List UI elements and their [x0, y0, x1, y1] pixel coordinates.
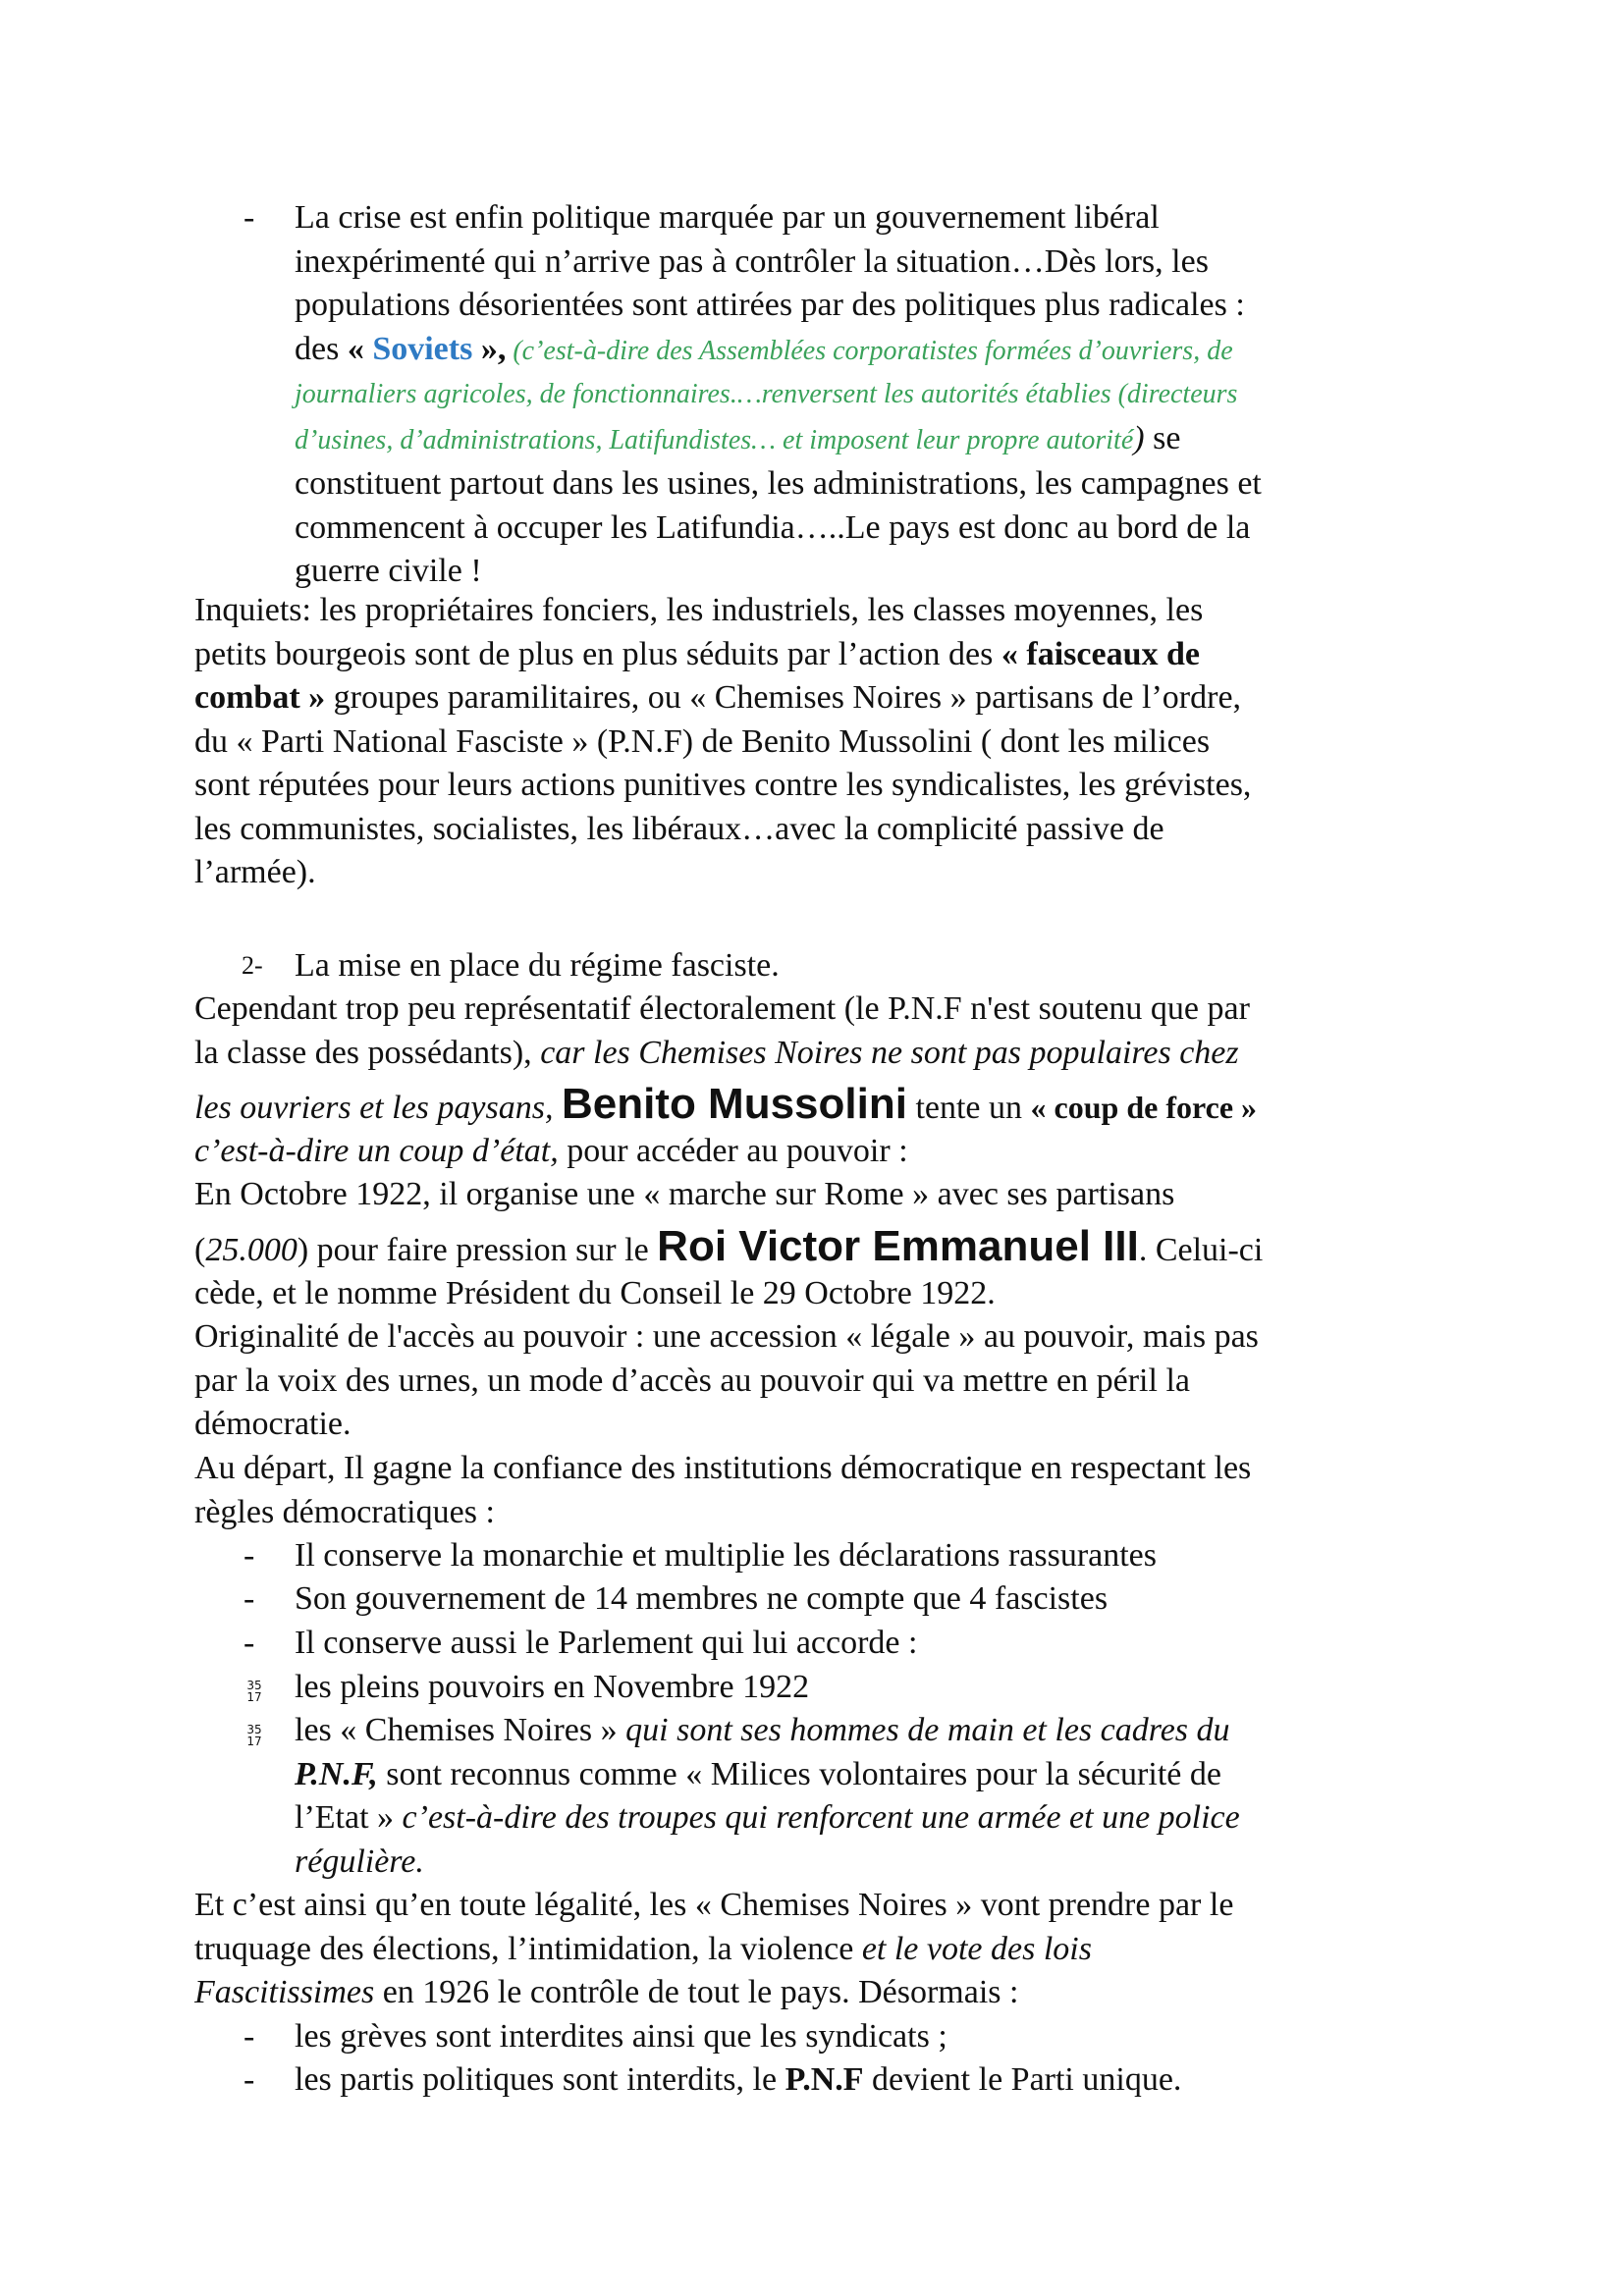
text-run: l’Etat »	[295, 1799, 403, 1836]
paragraph-cependant	[194, 988, 1461, 1174]
king-name: Roi Victor Emmanuel III	[657, 1221, 1139, 1270]
sublist-marker-glyph	[245, 1680, 263, 1703]
pnf-term: P.N.F	[784, 2061, 864, 2098]
faisceaux-term: combat »	[194, 679, 326, 716]
sublist-item	[295, 1709, 1463, 1884]
text-line: inexpérimenté qui n’arrive pas à contrôler la situation…Dès lors, les	[295, 242, 1209, 280]
text-line: l’armée).	[194, 854, 316, 890]
text-line	[295, 417, 1463, 463]
text-line: règles démocratiques :	[194, 1493, 495, 1530]
italic-run: Fascitissimes	[194, 1974, 375, 2010]
text-run: en 1926 le contrôle de tout le pays. Désormais :	[374, 1974, 1019, 2010]
list-item: Son gouvernement de 14 membres ne compte que 4 fascistes	[295, 1580, 1109, 1617]
text-run: petits bourgeois sont de plus en plus séduits par l’action des	[194, 635, 1001, 672]
text-line: commencent à occuper les Latifundia…..Le pays est donc au bord de la	[295, 508, 1251, 546]
text-line	[194, 1217, 1461, 1272]
text-run: se	[1144, 419, 1181, 456]
text-line	[194, 676, 1461, 721]
faisceaux-term: « faisceaux de	[1001, 635, 1200, 672]
text-line: sont réputées pour leurs actions punitives contre les syndicalistes, les grévistes,	[194, 767, 1252, 803]
text-line: régulière.	[295, 1842, 424, 1880]
italic-run: 25.000	[205, 1231, 298, 1268]
text-run: pour accéder au pouvoir :	[558, 1133, 908, 1169]
italic-run: car les Chemises Noires ne sont pas populaires chez	[540, 1034, 1239, 1071]
text-line	[295, 1709, 1463, 1753]
list-item: Il conserve la monarchie et multiplie les déclarations rassurantes	[295, 1537, 1158, 1574]
text-line	[295, 328, 1463, 374]
list-item: les grèves sont interdites ainsi que les syndicats ;	[295, 2018, 947, 2055]
text-run: les partis politiques sont interdits, le	[295, 2061, 785, 2098]
paragraph-octobre	[194, 1173, 1461, 1315]
text-run: truquage des élections, l’intimidation, la violence	[194, 1930, 862, 1967]
glyph-bottom: 17	[246, 1735, 262, 1748]
paren-close: )	[1133, 419, 1145, 456]
text-line	[295, 1753, 1463, 1797]
text-line: La crise est enfin politique marquée par un gouvernement libéral	[295, 199, 1160, 236]
text-line	[194, 1971, 1461, 2015]
text-line: les communistes, socialistes, les libéraux…avec la complicité passive de	[194, 810, 1164, 847]
text-run: . Celui-ci	[1138, 1231, 1264, 1268]
italic-run: c’est-à-dire un coup d’état,	[194, 1133, 559, 1169]
glyph-bottom: 17	[246, 1690, 262, 1704]
text-line: Originalité de l'accès au pouvoir : une accession « légale » au pouvoir, mais pas	[194, 1318, 1259, 1355]
coup-de-force-term: « coup de force »	[1030, 1090, 1258, 1125]
glyph-top: 35	[246, 1679, 262, 1692]
glyph-top: 35	[246, 1723, 262, 1736]
bullet-crise-politique	[295, 196, 1463, 594]
text-line	[194, 1075, 1461, 1130]
text-run: tente un	[906, 1090, 1031, 1126]
text-run: (	[194, 1231, 206, 1268]
text-line: cède, et le nomme Président du Conseil le 29 Octobre 1922.	[194, 1274, 996, 1311]
text-line	[194, 1032, 1461, 1076]
paragraph-inquiets	[194, 589, 1461, 895]
bullet-marker: -	[243, 199, 255, 236]
text-line	[194, 633, 1461, 677]
soviets-gloss: d’usines, d’administrations, Latifundistes… et imposent leur propre autorité	[295, 424, 1134, 455]
text-line: guerre civile !	[295, 553, 482, 589]
section-number: 2-	[242, 951, 263, 980]
text-line: Inquiets: les propriétaires fonciers, les industriels, les classes moyennes, les	[194, 592, 1204, 628]
bullet-marker: -	[243, 1580, 255, 1617]
bullet-marker: -	[243, 1625, 255, 1661]
text-line: Au départ, Il gagne la confiance des institutions démocratique en respectant les	[194, 1450, 1252, 1486]
paragraph-depart	[194, 1447, 1461, 1534]
text-run: devient le Parti unique.	[863, 2061, 1182, 2098]
quote-open: «	[347, 330, 373, 367]
paragraph-ainsi	[194, 1884, 1461, 2015]
italic-run: c’est-à-dire des troupes qui renforcent une armée et une police	[402, 1799, 1240, 1836]
italic-run: les ouvriers et les paysans,	[194, 1090, 562, 1126]
text-line: En Octobre 1922, il organise une « marche sur Rome » avec ses partisans	[194, 1176, 1175, 1212]
bullet-marker: -	[243, 2018, 255, 2055]
text-run: la classe des possédants),	[194, 1034, 541, 1071]
bullet-marker: -	[243, 2061, 255, 2098]
bullet-marker: -	[243, 1537, 255, 1574]
text-line: constituent partout dans les usines, les administrations, les campagnes et	[295, 465, 1262, 502]
text-run: groupes paramilitaires, ou « Chemises Noires » partisans de l’ordre,	[325, 679, 1242, 716]
section-title: La mise en place du régime fasciste.	[295, 947, 780, 984]
text-run: des	[295, 330, 348, 367]
text-line: Et c’est ainsi qu’en toute légalité, les « Chemises Noires » vont prendre par le	[194, 1887, 1234, 1923]
paragraph-originalite	[194, 1315, 1461, 1447]
italic-run: qui sont ses hommes de main et les cadres du	[625, 1712, 1230, 1748]
text-line: du « Parti National Fasciste » (P.N.F) de Benito Mussolini ( dont les milices	[194, 722, 1211, 760]
text-line	[295, 1796, 1463, 1841]
list-item	[295, 2058, 1463, 2103]
list-item: Il conserve aussi le Parlement qui lui accorde :	[295, 1625, 918, 1661]
quote-close: »,	[472, 330, 507, 367]
text-line: populations désorientées sont attirées par des politiques plus radicales :	[295, 287, 1245, 323]
text-line: démocratie.	[194, 1406, 352, 1442]
soviets-term: Soviets	[372, 330, 473, 367]
text-line: Cependant trop peu représentatif électoralement (le P.N.F n'est soutenu que par	[194, 990, 1250, 1027]
sublist-marker-glyph	[245, 1724, 263, 1747]
text-line	[194, 1928, 1461, 1972]
sublist-item: les pleins pouvoirs en Novembre 1922	[295, 1669, 810, 1705]
text-line	[194, 1130, 1461, 1174]
text-run: les « Chemises Noires »	[295, 1712, 626, 1748]
soviets-gloss-line: journaliers agricoles, de fonctionnaires.…renversent les autorités établies (directeurs	[295, 379, 1238, 409]
text-run: ) pour faire pression sur le	[297, 1231, 658, 1268]
italic-run: et le vote des lois	[861, 1930, 1092, 1967]
text-run: sont reconnus comme « Milices volontaires pour la sécurité de	[377, 1755, 1221, 1792]
soviets-gloss: (c’est-à-dire des Assemblées corporatistes formées d’ouvriers, de	[506, 335, 1233, 366]
mussolini-name: Benito Mussolini	[561, 1080, 907, 1128]
pnf-term: P.N.F,	[295, 1755, 378, 1792]
text-line: par la voix des urnes, un mode d’accès au pouvoir qui va mettre en péril la	[194, 1362, 1190, 1399]
